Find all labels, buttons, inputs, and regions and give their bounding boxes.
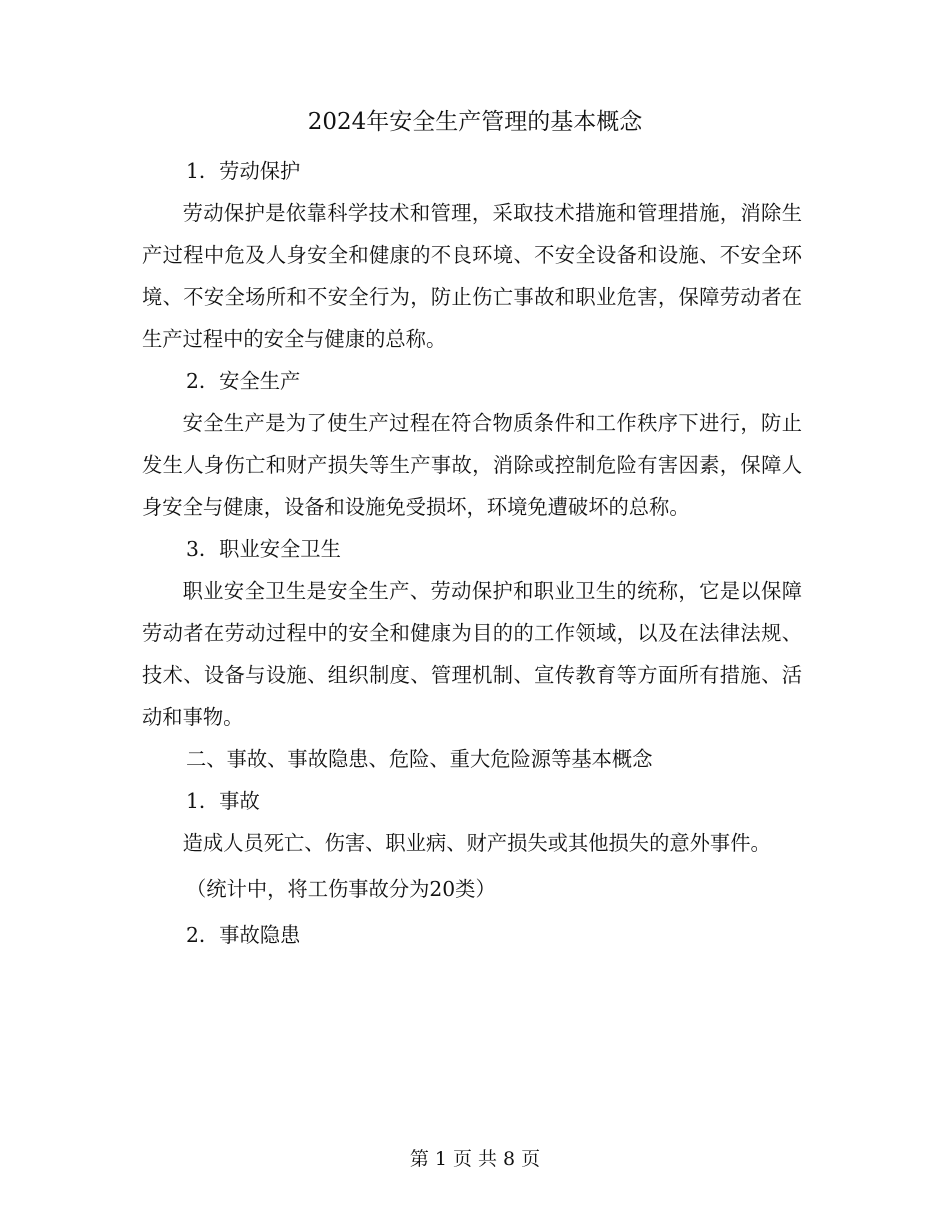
section-heading-hidden-danger: 2．事故隐患 — [186, 923, 301, 947]
chapter-heading-accident-concepts: 二、事故、事故隐患、危险、重大危险源等基本概念 — [186, 747, 653, 771]
section-heading-accident: 1．事故 — [186, 789, 260, 813]
document-body — [142, 150, 802, 956]
document-title: 2024年安全生产管理的基本概念 — [307, 109, 643, 135]
paragraph-occupational-safety: 职业安全卫生是安全生产、劳动保护和职业卫生的统称，它是以保障劳动者在劳动过程中的安全和健康为目的的工作领域，以及在法律法规、技术、设备与设施、组织制度、管理机制、宣传教育等方面所有措施、活动和事物。 — [142, 579, 802, 729]
section-heading-occupational-safety: 3．职业安全卫生 — [186, 537, 341, 561]
page-footer: 第 1 页 共 8 页 — [409, 1148, 541, 1170]
paragraph-labor-protection: 劳动保护是依靠科学技术和管理，采取技术措施和管理措施，消除生产过程中危及人身安全和健康的不良环境、不安全设备和设施、不安全环境、不安全场所和不安全行为，防止伤亡事故和职业危害，保障劳动者在生产过程中的安全与健康的总称。 — [142, 201, 802, 351]
section-heading-labor-protection: 1．劳动保护 — [186, 159, 301, 183]
paragraph-accident: 造成人员死亡、伤害、职业病、财产损失或其他损失的意外事件。 — [182, 831, 771, 855]
section-heading-safe-production: 2．安全生产 — [186, 369, 301, 393]
note-accident-statistics: （统计中，将工伤事故分为20类） — [186, 877, 496, 901]
paragraph-safe-production: 安全生产是为了使生产过程在符合物质条件和工作秩序下进行，防止发生人身伤亡和财产损失等生产事故，消除或控制危险有害因素，保障人身安全与健康，设备和设施免受损坏，环境免遭破坏的总称。 — [142, 411, 802, 519]
